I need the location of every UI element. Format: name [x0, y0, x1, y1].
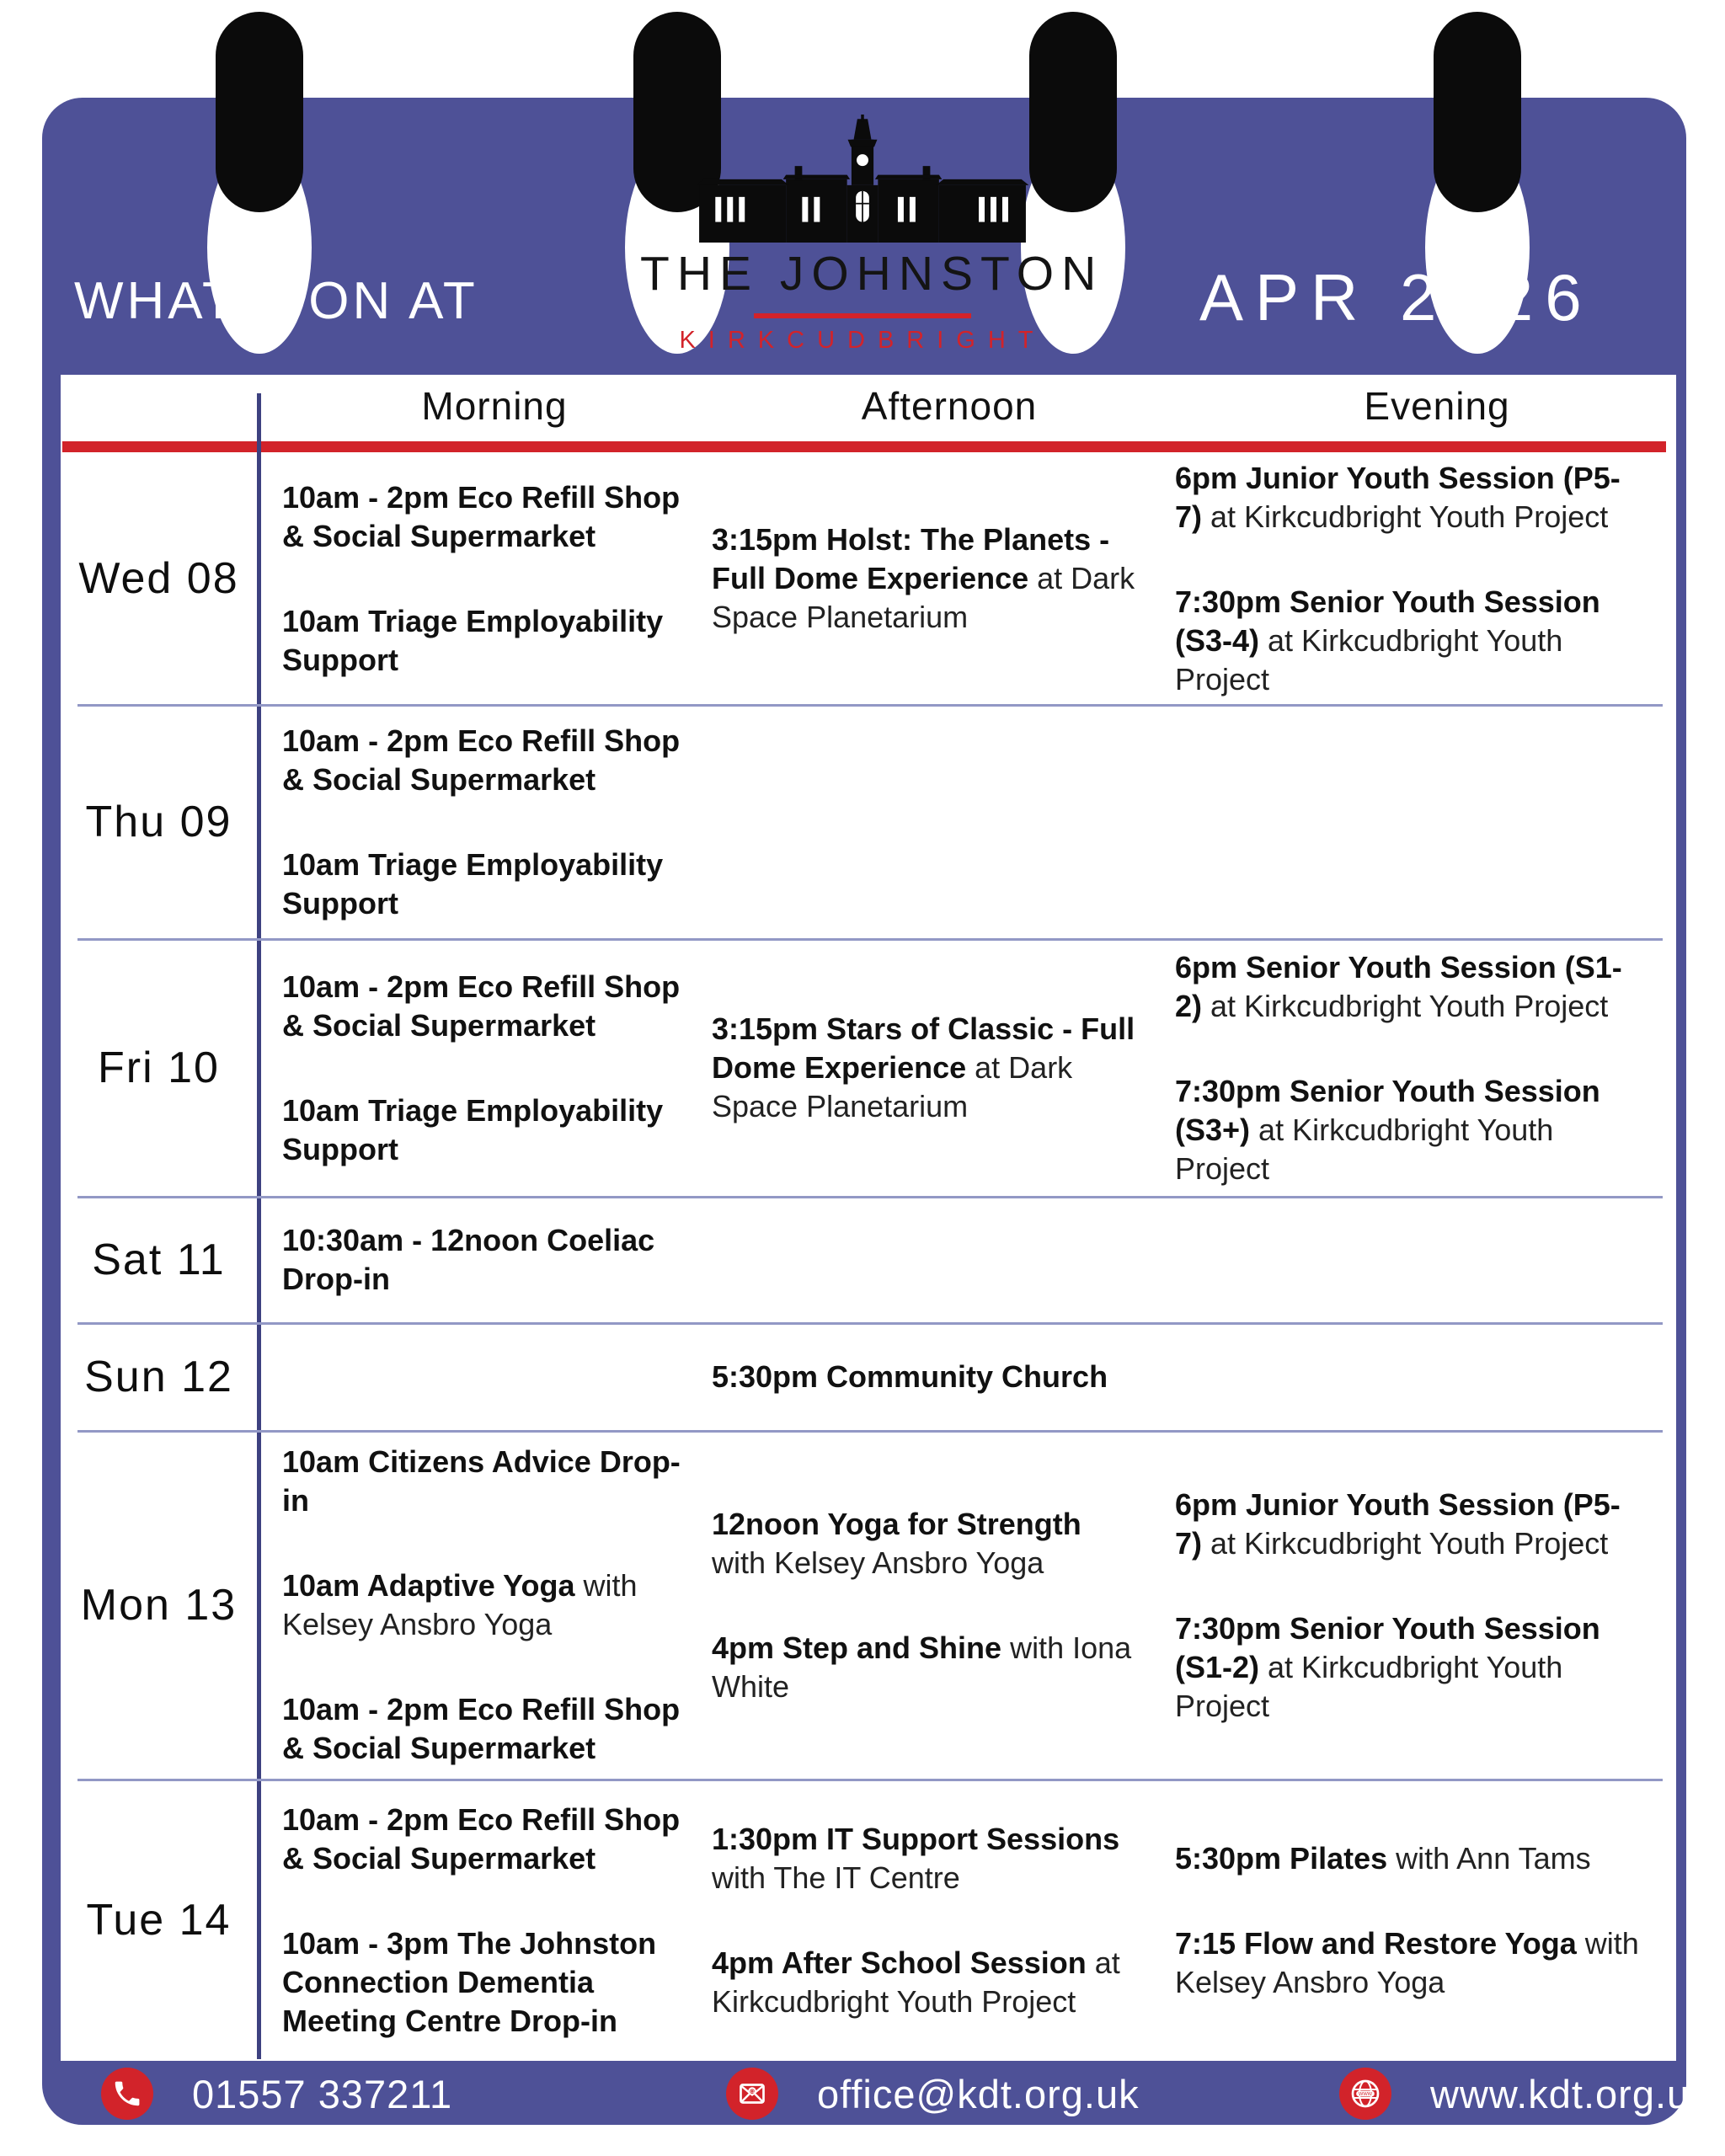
- afternoon-cell: [686, 1197, 1141, 1323]
- event: [712, 1629, 1141, 1706]
- table-row: [61, 1197, 1676, 1323]
- event-detail: at Dark Space Planetarium: [712, 561, 1135, 634]
- afternoon-cell: [686, 1323, 1141, 1431]
- evening-cell: [1141, 705, 1676, 939]
- afternoon-cell: [686, 1780, 1141, 2061]
- day-label: Tue 14: [86, 1896, 232, 1945]
- event: [282, 1690, 686, 1768]
- johnston-logo: [640, 115, 1104, 355]
- day-label: Wed 08: [78, 554, 239, 603]
- page-title: WHAT’S ON AT: [74, 272, 478, 330]
- event-title: 10am - 2pm Eco Refill Shop & Social Supermarket: [282, 723, 681, 797]
- event-detail: at Kirkcudbright Youth Project: [1202, 499, 1609, 534]
- event-title: 10am - 2pm Eco Refill Shop & Social Supermarket: [282, 1801, 681, 1876]
- website-url[interactable]: www.kdt.org.uk: [1430, 2071, 1711, 2116]
- footer-website: [1339, 2067, 1711, 2121]
- event-title: 10am Triage Employability Support: [282, 1092, 664, 1166]
- event-detail: with The IT Centre: [712, 1860, 960, 1895]
- event-title: 4pm Step and Shine: [712, 1630, 1002, 1665]
- afternoon-cell: [686, 939, 1141, 1197]
- evening-cell: [1141, 939, 1676, 1197]
- column-header-afternoon: Afternoon: [861, 384, 1038, 428]
- event-title: 7:30pm Senior Youth Session (S3-4): [1175, 584, 1600, 658]
- morning-cell: [257, 1323, 686, 1431]
- event-detail: at Dark Space Planetarium: [712, 1050, 1073, 1123]
- evening-cell: [1141, 452, 1676, 705]
- event-title: 4pm After School Session: [712, 1945, 1087, 1980]
- day-label: Sat 11: [92, 1235, 226, 1284]
- event-title: 10am - 2pm Eco Refill Shop & Social Supermarket: [282, 969, 681, 1043]
- email-icon: [726, 2068, 778, 2120]
- event-detail: with Iona White: [712, 1630, 1132, 1704]
- event-title: 7:15 Flow and Restore Yoga: [1175, 1925, 1577, 1961]
- event: [282, 1801, 686, 1878]
- event-title: 10am - 2pm Eco Refill Shop & Social Supermarket: [282, 1692, 681, 1765]
- svg-text:WWW: WWW: [1358, 2092, 1373, 2098]
- morning-cell: [257, 939, 686, 1197]
- event: [712, 1505, 1141, 1582]
- event: [1175, 1924, 1646, 2002]
- event-title: 5:30pm Pilates: [1175, 1840, 1388, 1876]
- event: [1175, 948, 1646, 1026]
- event-detail: at Kirkcudbright Youth Project: [1175, 1649, 1563, 1723]
- afternoon-cell: [686, 705, 1141, 939]
- event-title: 7:30pm Senior Youth Session (S1-2): [1175, 1610, 1600, 1684]
- event: [282, 846, 686, 923]
- event-title: 10am Citizens Advice Drop-in: [282, 1444, 681, 1518]
- event: [1175, 459, 1646, 536]
- evening-cell: [1141, 1323, 1676, 1431]
- event-title: 7:30pm Senior Youth Session (S3+): [1175, 1073, 1600, 1147]
- schedule-rows: [61, 452, 1676, 2061]
- header-underline: [62, 441, 1666, 452]
- event: [712, 520, 1141, 637]
- morning-cell: [257, 1197, 686, 1323]
- event-title: 5:30pm Community Church: [712, 1359, 1108, 1394]
- event-title: 6pm Junior Youth Session (P5-7): [1175, 460, 1621, 534]
- day-label: Thu 09: [85, 798, 232, 846]
- month-label: APR 2026: [1199, 260, 1594, 334]
- afternoon-cell: [686, 452, 1141, 705]
- table-row: [61, 452, 1676, 705]
- column-header-morning: Morning: [421, 384, 568, 428]
- table-row: [61, 1323, 1676, 1431]
- event: [282, 968, 686, 1045]
- event-title: 12noon Yoga for Strength: [712, 1506, 1081, 1541]
- event-title: 6pm Junior Youth Session (P5-7): [1175, 1486, 1621, 1561]
- event-title: 3:15pm Stars of Classic - Full Dome Experience: [712, 1011, 1135, 1085]
- email-address[interactable]: office@kdt.org.uk: [817, 2071, 1140, 2116]
- event: [282, 1091, 686, 1169]
- event-detail: at Kirkcudbright Youth Project: [1202, 988, 1609, 1023]
- footer-phone: [101, 2067, 452, 2121]
- day-label: Sun 12: [84, 1353, 233, 1401]
- morning-cell: [257, 1431, 686, 1780]
- event: [282, 478, 686, 556]
- event-detail: at Kirkcudbright Youth Project: [1175, 1112, 1554, 1186]
- event-detail: at Kirkcudbright Youth Project: [712, 1945, 1120, 2019]
- event-title: 6pm Senior Youth Session (S1-2): [1175, 949, 1622, 1023]
- evening-cell: [1141, 1197, 1676, 1323]
- evening-cell: [1141, 1780, 1676, 2061]
- event-title: 10am Adaptive Yoga: [282, 1568, 575, 1603]
- event: [1175, 1839, 1646, 1878]
- event: [282, 1443, 686, 1520]
- building-logo-icon: [686, 115, 1039, 243]
- table-row: [61, 1431, 1676, 1780]
- evening-cell: [1141, 1431, 1676, 1780]
- globe-icon: [1339, 2068, 1391, 2120]
- event: [712, 1944, 1141, 2021]
- event: [1175, 1609, 1646, 1726]
- table-row: [61, 939, 1676, 1197]
- morning-cell: [257, 1780, 686, 2061]
- logo-town: KIRKCUDBRIGHT: [679, 327, 1046, 354]
- logo-name: THE JOHNSTON: [640, 247, 1104, 301]
- event: [282, 1221, 686, 1299]
- day-label: Mon 13: [80, 1581, 238, 1630]
- day-label: Fri 10: [98, 1043, 220, 1092]
- footer-email: [726, 2067, 1140, 2121]
- binder-clip-icon: [216, 12, 303, 212]
- schedule-panel: [61, 375, 1676, 2061]
- event: [712, 1010, 1141, 1126]
- event-title: 1:30pm IT Support Sessions: [712, 1821, 1120, 1856]
- event: [282, 1924, 686, 2041]
- event-title: 10am - 2pm Eco Refill Shop & Social Supermarket: [282, 479, 681, 553]
- event-title: 10am Triage Employability Support: [282, 846, 664, 921]
- morning-cell: [257, 705, 686, 939]
- phone-number[interactable]: 01557 337211: [192, 2071, 453, 2116]
- event: [282, 602, 686, 680]
- binder-clip-icon: [1434, 12, 1521, 212]
- event: [1175, 1072, 1646, 1188]
- event-title: 10am - 3pm The Johnston Connection Dementia Meeting Centre Drop-in: [282, 1925, 657, 2038]
- event: [282, 722, 686, 799]
- event-detail: with Kelsey Ansbro Yoga: [712, 1545, 1044, 1580]
- column-header-evening: Evening: [1364, 384, 1510, 428]
- logo-rule: [754, 313, 971, 318]
- table-row: [61, 1780, 1676, 2061]
- table-row: [61, 705, 1676, 939]
- event-title: 10am Triage Employability Support: [282, 603, 664, 677]
- morning-cell: [257, 452, 686, 705]
- event-title: 3:15pm Holst: The Planets - Full Dome Experience: [712, 522, 1110, 595]
- event: [712, 1358, 1141, 1396]
- event-detail: at Kirkcudbright Youth Project: [1202, 1525, 1609, 1561]
- afternoon-cell: [686, 1431, 1141, 1780]
- event: [1175, 1486, 1646, 1563]
- svg-text:@: @: [749, 2087, 756, 2095]
- event-detail: with Ann Tams: [1387, 1840, 1591, 1876]
- event-detail: with Kelsey Ansbro Yoga: [1175, 1925, 1639, 1999]
- event: [282, 1566, 686, 1644]
- event: [1175, 583, 1646, 699]
- event-detail: at Kirkcudbright Youth Project: [1175, 622, 1563, 696]
- event: [712, 1820, 1141, 1897]
- event-title: 10:30am - 12noon Coeliac Drop-in: [282, 1223, 655, 1296]
- phone-icon: [101, 2068, 153, 2120]
- event-detail: with Kelsey Ansbro Yoga: [282, 1568, 638, 1641]
